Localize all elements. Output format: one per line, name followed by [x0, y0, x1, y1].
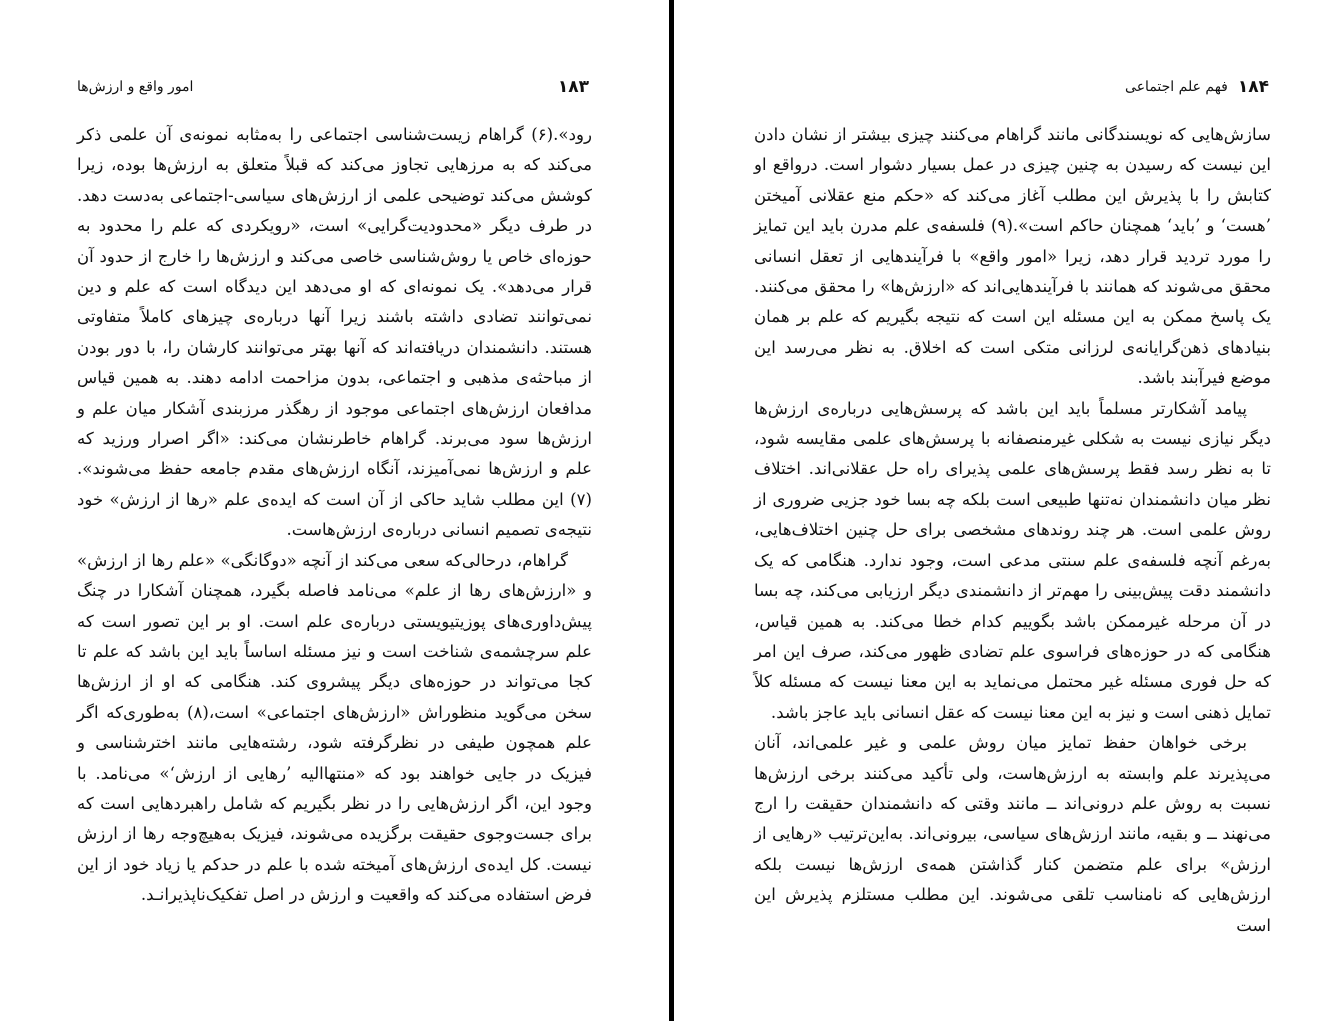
right-page-body	[754, 120, 1271, 941]
right-page	[674, 0, 1341, 1021]
paragraph: برخی خواهان حفظ تمایز میان روش علمی و غیر علمی‌اند، آنان می‌پذیرند علم وابسته به ارزش‌هاست، ولی تأکید می‌کنند برخی ارزش‌ها نسبت به روش علم درونی‌اند ــ مانند وقتی که دانشمندان حقیقت را ارج می‌نهند ــ و بقیه، مانند ارزش‌های سیاسی، بیرونی‌اند. به‌این‌ترتیب «رهایی از ارزش» برای علم متضمن کنار گذاشتن همه‌ی ارزش‌ها نیست بلکه ارزش‌هایی که نامناسب تلقی می‌شوند. این مطلب مستلزم پذیرش این است	[754, 733, 1271, 935]
left-page-body	[77, 120, 592, 911]
left-running-title: امور واقع و ارزش‌ها	[77, 79, 194, 95]
paragraph: سازش‌هایی که نویسندگانی مانند گراهام می‌کنند چیزی بیشتر از نشان دادن این نیست که رسیدن به چنین چیزی در عمل بسیار دشوار است. درواقع او کتابش را با پذیرش این مطلب آغاز می‌کند که «حکم منع عقلانی آمیختن ’هست‘ و ’باید‘ همچنان حاکم است».(۹) فلسفه‌ی علم مدرن باید این تمایز را مورد تردید قرار دهد، زیرا «امور واقع» با فرآیندهایی از تعقل انسانی محقق می‌شوند که همانند با فرآیندهایی‌اند که «ارزش‌ها» را محقق می‌کنند. یک پاسخ ممکن به این مسئله این است که نتیجه بگیریم که علم بر همان بنیادهای ذهن‌گرایانه‌ی لرزانی متکی است که اخلاق. به نظر می‌رسد این موضع فیرآبند باشد.	[754, 125, 1271, 388]
left-page	[0, 0, 669, 1021]
left-page-header	[77, 74, 589, 100]
right-page-header	[1119, 74, 1269, 100]
paragraph: پیامد آشکارتر مسلماً باید این باشد که پرسش‌هایی درباره‌ی ارزش‌ها دیگر نیازی نیست به شکلی غیرمنصفانه با پرسش‌های علمی مقایسه شود، تا به نظر رسد فقط پرسش‌های علمی پذیرای راه حل عقلانی‌اند. اختلاف نظر میان دانشمندان نه‌تنها طبیعی است بلکه چه بسا خود جزیی ضروری از روش علمی است. هر چند روندهای مشخصی برای حل چنین اختلاف‌هایی، به‌رغم آنچه فلسفه‌ی علم سنتی مدعی است، وجود ندارد. هنگامی که یک دانشمند دقت پیش‌بینی را مهم‌تر از دانشمندی دیگر ارزیابی می‌کند، چه بسا در آن مرحله غیرممکن باشد بگوییم کدام خطا می‌کند. به همین قیاس، هنگامی که در حوزه‌های فراسوی علم تضادی ظهور می‌کند، صرف این امر که حل فوری مسئله غیر محتمل می‌نماید به این معنا نیست که مسئله کلاً تمایل ذهنی است و نیز به این معنا نیست که عقل انسانی باید عاجز باشد.	[754, 398, 1271, 722]
right-page-number: ۱۸۴	[1237, 77, 1269, 97]
paragraph: گراهام، درحالی‌که سعی می‌کند از آنچه «دوگانگی» «علم رها از ارزش» و «ارزش‌های رها از علم» می‌نامد فاصله بگیرد، همچنان آشکارا در چنگ پیش‌داوری‌های پوزیتیویستی درباره‌ی علم است. او بر این تصور است که علم سرچشمه‌ی شناخت است و نیز مسئله اساساً باید این باشد که علم تا کجا می‌تواند در حوزه‌های دیگر پیشروی کند. هنگامی که او از ارزش‌ها سخن می‌گوید منظوراش «ارزش‌های اجتماعی» است،(۸) به‌طوری‌که اگر علم همچون طیفی در نظرگرفته شود، رشته‌هایی مانند اخترشناسی و فیزیک در جایی خواهند بود که «منتهاالیه ’رهایی از ارزش‘» می‌نامد. با وجود این، اگر ارزش‌هایی را در نظر بگیریم که شامل راهبردهایی است که برای جست‌وجوی حقیقت برگزیده می‌شوند، فیزیک به‌هیچ‌وجه رها از ارزش نیست. کل ایده‌ی ارزش‌های آمیخته شده با علم در حدکم یا زیاد خود از این فرض استفاده می‌کند که واقعیت و ارزش در اصل تفکیک‌ناپذیرانـد.	[77, 550, 592, 905]
right-running-title: فهم علم اجتماعی	[1125, 79, 1228, 95]
paragraph: رود».(۶) گراهام زیست‌شناسی اجتماعی را به‌مثابه نمونه‌ی آن علمی ذکر می‌کند که به مرزهایی تجاوز می‌کند که قبلاً متعلق به ارزش‌ها بوده، زیرا کوشش می‌کند توضیحی علمی از ارزش‌های سیاسی-اجتماعی به‌دست دهد. در طرف دیگر «محدودیت‌گرایی» است، «رویکردی که علم را محدود به حوزه‌ای خاص یا روش‌شناسی خاصی می‌کند و ارزش‌ها را خارج از حدود آن قرار می‌دهد». یک نمونه‌ای که او می‌دهد این دیدگاه است که علم و دین نمی‌توانند تضادی داشته باشند زیرا آنها درباره‌ی چیزهای کاملاً متفاوتی هستند. دانشمندان دریافته‌اند که آنها بهتر می‌توانند کارشان را، با دور بودن از مباحثه‌ی مذهبی و اجتماعی، بدون مزاحمت ادامه دهند. به همین قیاس مدافعان ارزش‌های اجتماعی موجود از رهگذر مرزبندی آشکار میان علم و ارزش‌ها سود می‌برند. گراهام خاطرنشان می‌کند: «اگر اصرار ورزید که علم و ارزش‌ها نمی‌آمیزند، آنگاه ارزش‌های مقدم جامعه حفظ می‌شوند».(۷) این مطلب شاید حاکی از آن است که ایده‌ی علم «رها از ارزش» خود نتیجه‌ی تصمیم انسانی درباره‌ی ارزش‌هاست.	[77, 125, 592, 540]
left-page-number: ۱۸۳	[557, 77, 589, 97]
